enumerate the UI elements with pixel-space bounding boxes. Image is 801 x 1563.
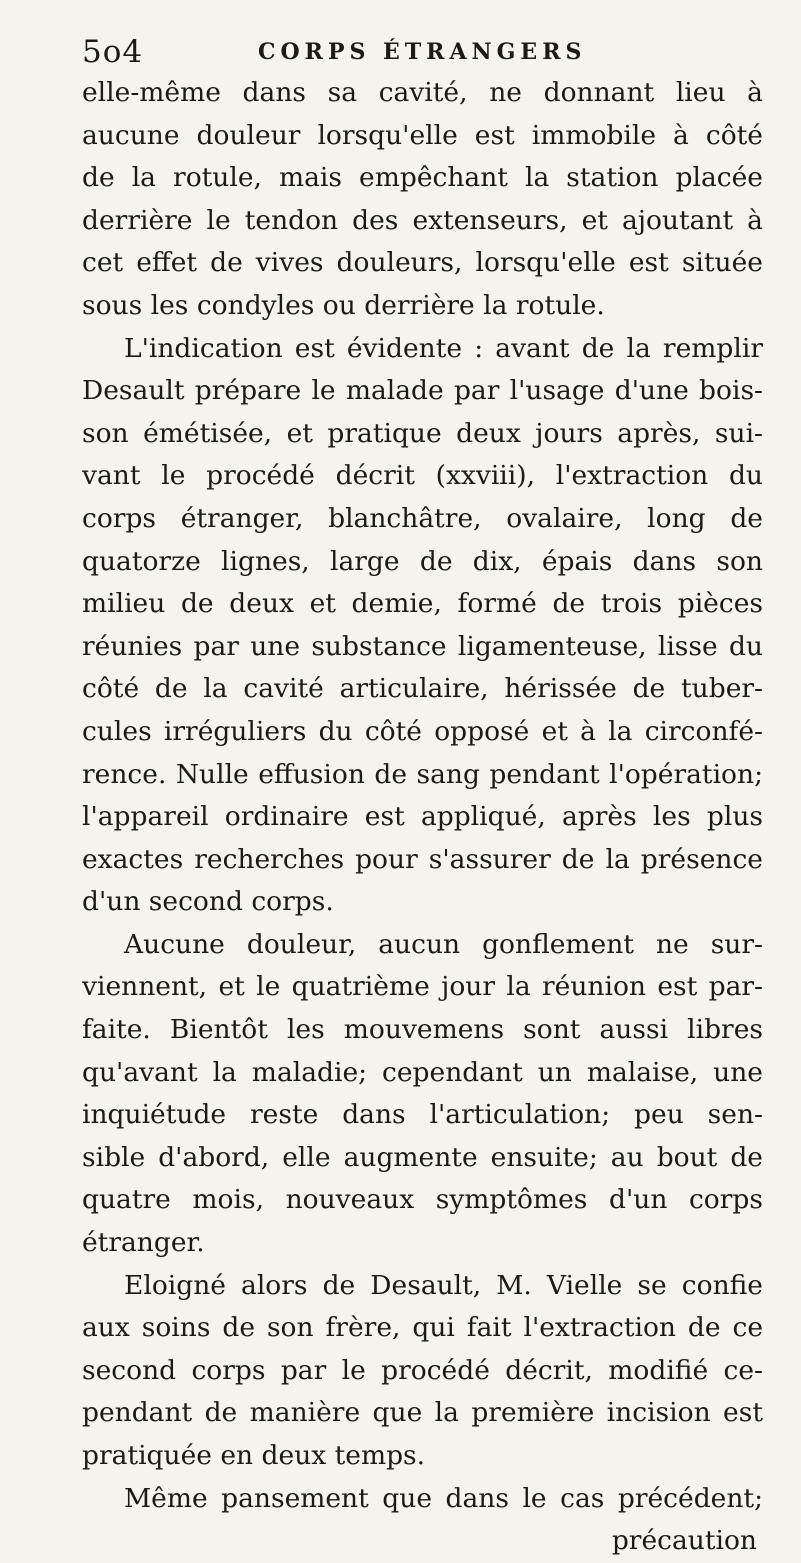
text-line: Desault prépare le malade par l'usage d'une bois- (82, 375, 763, 407)
paragraph-start-line: L'indication est évidente : avant de la remplir (124, 332, 763, 364)
paragraph-start-line: Aucune douleur, aucun gonflement ne sur- (124, 928, 763, 960)
text-line: vant le procédé décrit (xxviii), l'extraction du (82, 460, 763, 492)
text-line: qu'avant la maladie; cependant un malaise, une (82, 1056, 763, 1088)
text-line: son émétisée, et pratique deux jours après, sui- (82, 417, 763, 449)
body-text (60, 72, 765, 1563)
paragraph-start-line: Eloigné alors de Desault, M. Vielle se confie (124, 1269, 763, 1301)
text-line: cet effet de vives douleurs, lorsqu'elle est située (82, 247, 763, 279)
text-line: faite. Bientôt les mouvemens sont aussi libres (82, 1014, 763, 1046)
page-number: 5o4 (82, 34, 144, 70)
running-title: CORPS ÉTRANGERS (258, 39, 587, 65)
text-line: étranger. (82, 1227, 205, 1259)
text-line: viennent, et le quatrième jour la réunion est par- (82, 971, 763, 1003)
text-line: de la rotule, mais empêchant la station placée (82, 162, 763, 194)
text-line: sous les condyles ou derrière la rotule. (82, 289, 605, 321)
catchword: précaution (611, 1525, 757, 1557)
text-line: pendant de manière que la première incision est (82, 1397, 763, 1429)
text-line: aucune douleur lorsqu'elle est immobile à côté (82, 119, 763, 151)
text-line: milieu de deux et demie, formé de trois pièces (82, 588, 763, 620)
text-line: corps étranger, blanchâtre, ovalaire, long de (82, 502, 763, 534)
text-line: cules irréguliers du côté opposé et à la circonfé- (82, 715, 763, 747)
text-line: elle-même dans sa cavité, ne donnant lieu à (82, 77, 763, 108)
text-line: pratiquée en deux temps. (82, 1440, 426, 1471)
text-line: derrière le tendon des extenseurs, et ajoutant à (82, 204, 763, 236)
text-line: second corps par le procédé décrit, modifié ce- (82, 1354, 763, 1386)
text-line: sible d'abord, elle augmente ensuite; au bout de (82, 1141, 763, 1173)
text-line: rence. Nulle effusion de sang pendant l'opération; (82, 758, 763, 790)
paragraph-start-line: Même pansement que dans le cas précédent; (124, 1482, 763, 1514)
text-line: exactes recherches pour s'assurer de la présence (82, 843, 763, 875)
text-line: l'appareil ordinaire est appliqué, après les plus (82, 801, 763, 833)
text-line: côté de la cavité articulaire, hérissée de tuber- (82, 673, 763, 705)
text-line: réunies par une substance ligamenteuse, lisse du (82, 630, 763, 662)
book-page (60, 30, 765, 1563)
text-line: d'un second corps. (82, 886, 334, 918)
text-line: inquiétude reste dans l'articulation; peu sen- (82, 1099, 763, 1131)
text-line: quatre mois, nouveaux symptômes d'un corps (82, 1184, 763, 1216)
running-head (60, 30, 765, 70)
text-line: quatorze lignes, large de dix, épais dans son (82, 545, 763, 577)
text-line: aux soins de son frère, qui fait l'extraction de ce (82, 1312, 763, 1344)
